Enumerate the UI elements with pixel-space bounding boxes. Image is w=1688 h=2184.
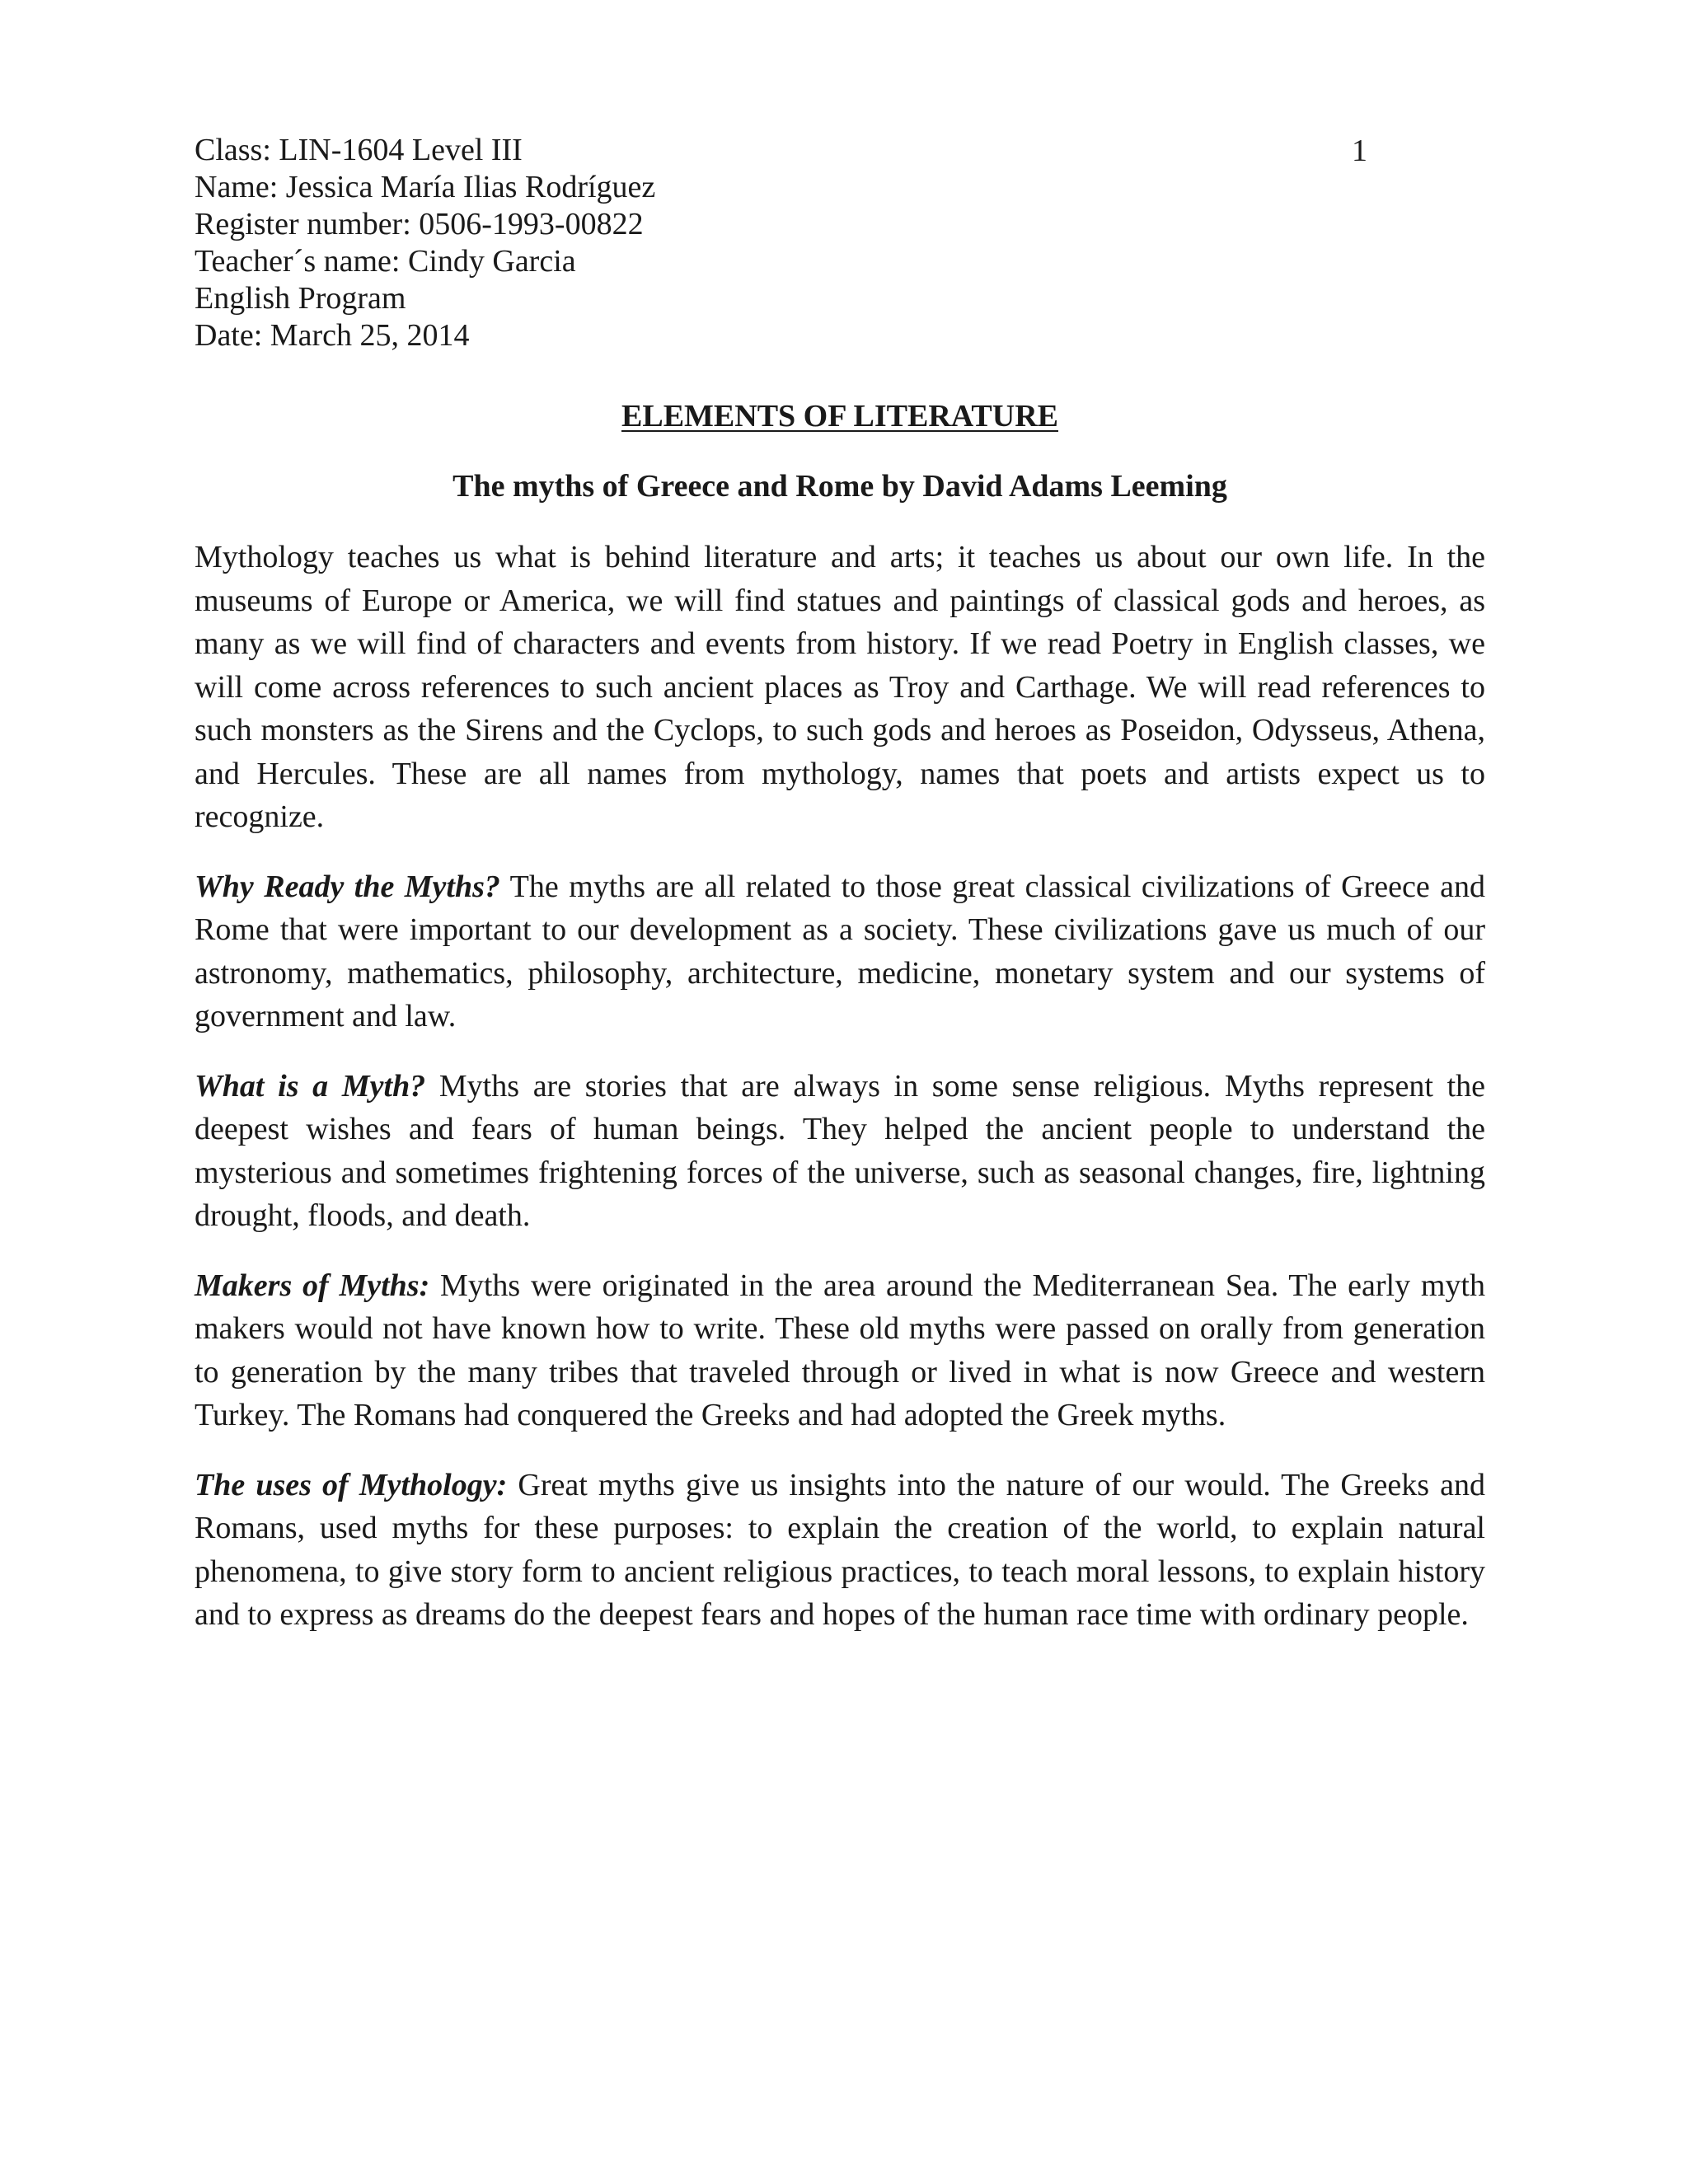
- paragraph-why-read: [195, 865, 1485, 1038]
- teacher-line: Teacher´s name: Cindy Garcia: [195, 244, 576, 279]
- paragraph-what-is-myth: [195, 1065, 1485, 1238]
- paragraph-lead: Makers of Myths:: [195, 1268, 430, 1303]
- program-line: English Program: [195, 281, 406, 316]
- paragraph-text: The myths are all related to those great classical civilizations of Greece and Rome that were important to our development as a society. These civilizations gave us much of our astronomy, mathematics, philosophy, architecture, medicine, monetary system and our systems of government and law.: [195, 869, 1485, 1033]
- page-number: 1: [1352, 134, 1367, 168]
- paragraph-lead: What is a Myth?: [195, 1068, 426, 1104]
- paragraph-text: Great myths give us insights into the nature of our would. The Greeks and Romans, used myths for these purposes: to explain the creation of the world, to explain natural phenomena, to give story form to ancient religious practices, to teach moral lessons, to explain history and to express as dreams do the deepest fears and hopes of the human race time with ordinary people.: [195, 1467, 1485, 1632]
- paragraph-text: Myths are stories that are always in some sense religious. Myths represent the deepest wishes and fears of human beings. They helped the ancient people to understand the mysterious and sometimes frightening forces of the universe, such as seasonal changes, fire, lightning drought, floods, and death.: [195, 1068, 1485, 1233]
- document-title: ELEMENTS OF LITERATURE: [621, 399, 1058, 434]
- student-header: [195, 132, 1184, 354]
- paragraph-intro: [195, 536, 1485, 839]
- date-line: Date: March 25, 2014: [195, 318, 470, 353]
- paragraph-text: Mythology teaches us what is behind literature and arts; it teaches us about our own life. In the museums of Europe or America, we will find statues and paintings of classical gods and heroes, as many as we will find of characters and events from history. If we read Poetry in English classes, we will come across references to such ancient places as Troy and Carthage. We will read references to such monsters as the Sirens and the Cyclops, to such gods and heroes as Poseidon, Odysseus, Athena, and Hercules. These are all names from mythology, names that poets and artists expect us to recognize.: [195, 540, 1485, 834]
- class-line: Class: LIN-1604 Level III: [195, 133, 523, 167]
- document-subtitle: The myths of Greece and Rome by David Adams Leeming: [452, 469, 1227, 504]
- register-line: Register number: 0506-1993-00822: [195, 207, 644, 241]
- paragraph-lead: Why Ready the Myths?: [195, 869, 500, 904]
- body-text: [195, 536, 1485, 1663]
- paragraph-text: Myths were originated in the area around the Mediterranean Sea. The early myth makers would not have known how to write. These old myths were passed on orally from generation to generation by the many tribes that traveled through or lived in what is now Greece and western Turkey. The Romans had conquered the Greeks and had adopted the Greek myths.: [195, 1268, 1485, 1432]
- paragraph-lead: The uses of Mythology:: [195, 1467, 508, 1502]
- paragraph-uses-of-mythology: [195, 1464, 1485, 1637]
- paragraph-makers-of-myths: [195, 1264, 1485, 1437]
- name-line: Name: Jessica María Ilias Rodríguez: [195, 170, 656, 204]
